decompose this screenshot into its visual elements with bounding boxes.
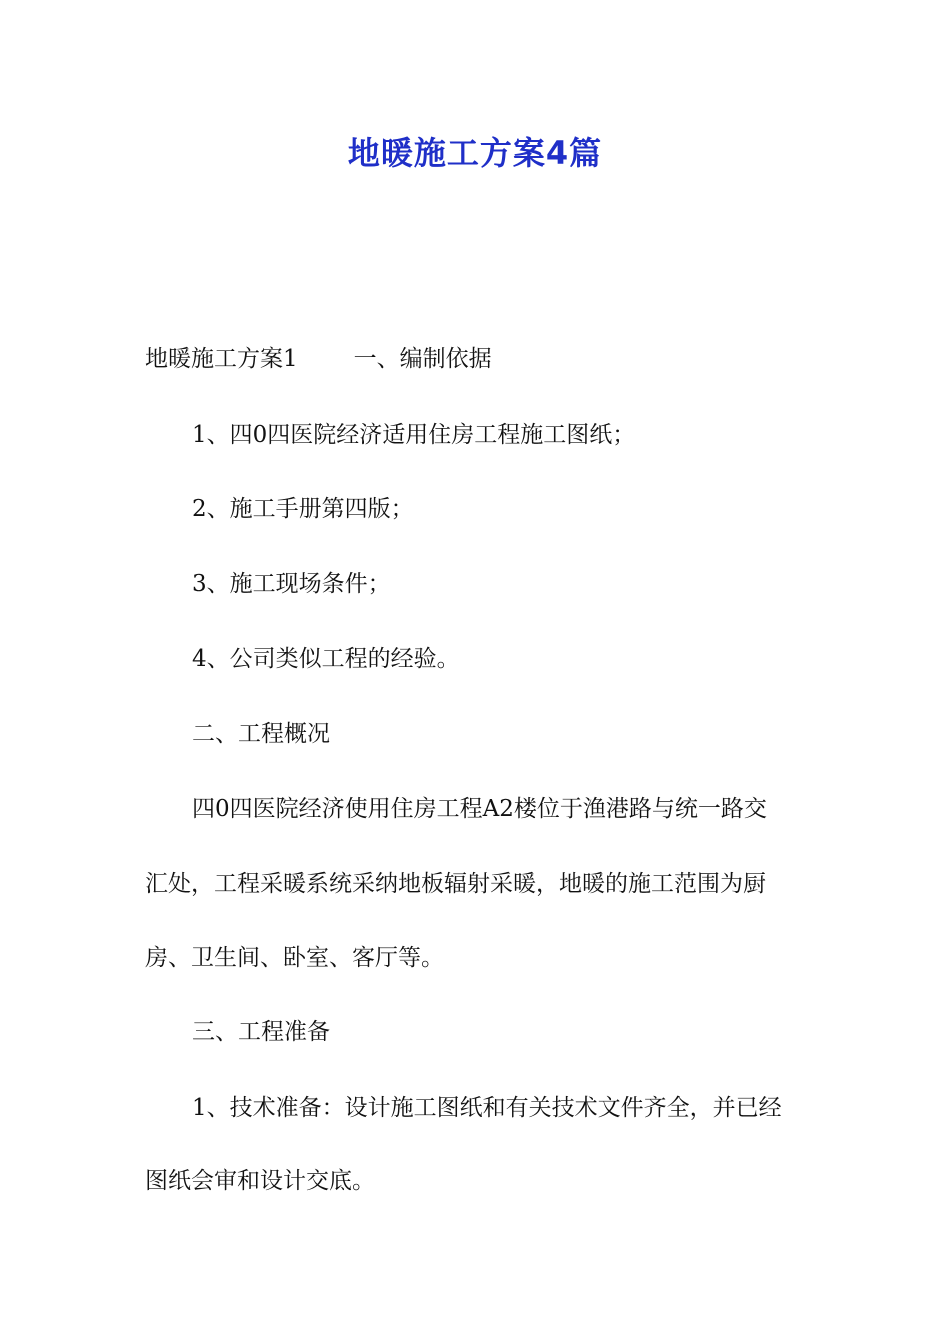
heading-project-overview: 二、工程概况: [192, 721, 330, 747]
heading-project-preparation: 三、工程准备: [192, 1019, 330, 1045]
document-title: 地暖施工方案4篇: [347, 134, 603, 172]
overview-line-3: 房、卫生间、卧室、客厅等。: [145, 945, 444, 971]
overview-line-2: 汇处，工程采暖系统采纳地板辐射采暖，地暖的施工范围为厨: [145, 871, 766, 897]
basis-item-2: 2、施工手册第四版；: [192, 496, 414, 522]
preparation-line-1: 1、技术准备：设计施工图纸和有关技术文件齐全，并已经: [192, 1095, 782, 1121]
heading-compile-basis: 一、编制依据: [353, 346, 492, 372]
preparation-line-2: 图纸会审和设计交底。: [145, 1168, 375, 1194]
basis-item-4: 4、公司类似工程的经验。: [192, 646, 460, 672]
section-heading-line: [145, 344, 810, 374]
basis-item-1: 1、四0四医院经济适用住房工程施工图纸；: [192, 422, 636, 448]
basis-item-3: 3、施工现场条件；: [192, 571, 391, 597]
overview-line-1: 四0四医院经济使用住房工程A2楼位于渔港路与统一路交: [192, 796, 767, 822]
section-title: 地暖施工方案1: [145, 346, 298, 372]
